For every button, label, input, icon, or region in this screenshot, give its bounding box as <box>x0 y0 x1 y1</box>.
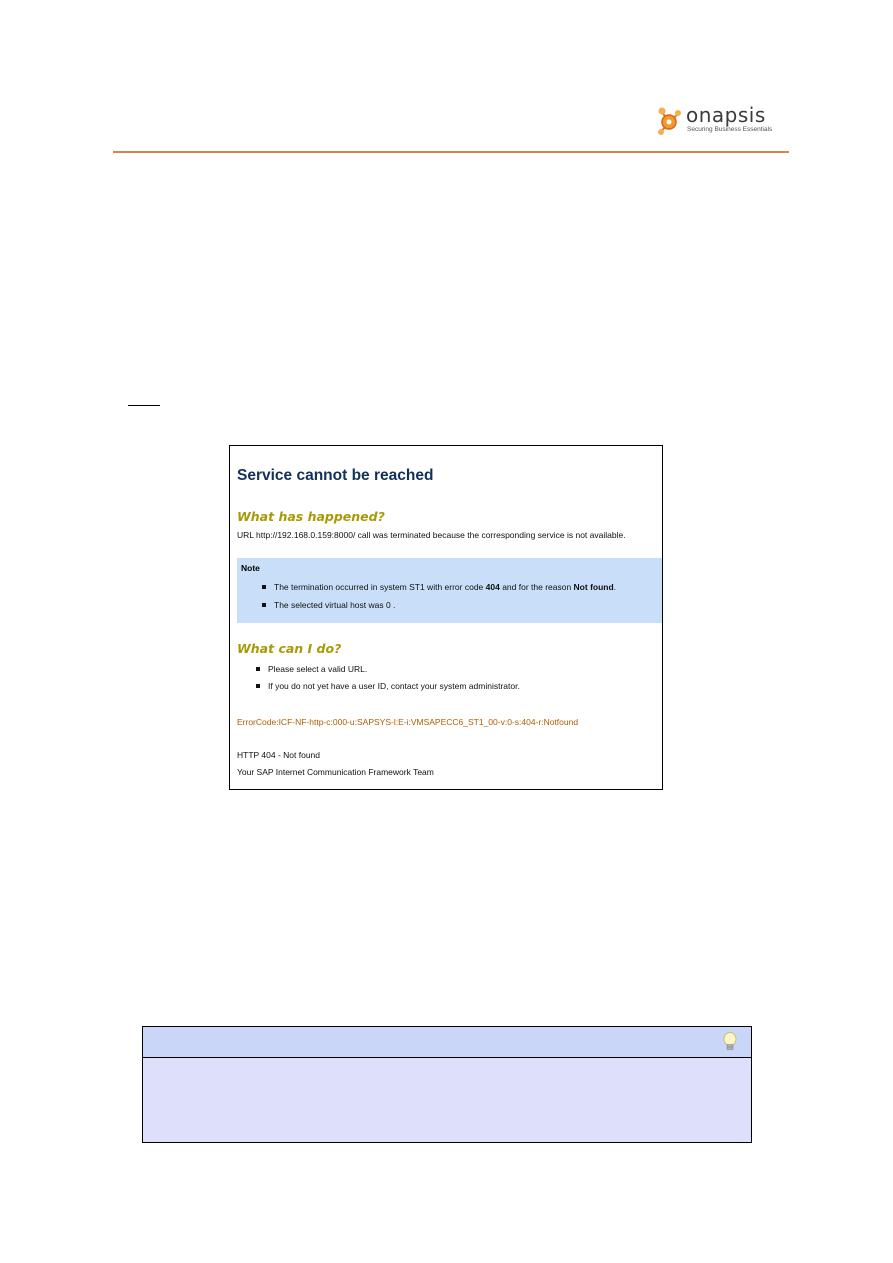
action-item-2 <box>256 681 520 691</box>
note-title: Note <box>241 563 260 573</box>
reason-value: Not found <box>573 582 614 592</box>
url-message: URL http://192.168.0.159:8000/ call was terminated because the corresponding service is not available. <box>237 530 626 540</box>
tip-box-header <box>143 1027 751 1058</box>
action-item-1-text: Please select a valid URL. <box>268 664 368 674</box>
note-bullet-1-text: The termination occurred in system ST1 with error code <box>274 582 486 592</box>
note-box <box>237 558 662 623</box>
onapsis-logo-mark <box>656 104 684 138</box>
note-bullet-1 <box>262 582 616 592</box>
action-item-1 <box>256 664 367 674</box>
logo-tagline: Securing Business Essentials <box>687 126 773 133</box>
error-code-line: ErrorCode:ICF-NF-http-c:000-u:SAPSYS-l:E-i:VMSAPECC6_ST1_00-v:0-s:404-r:Notfound <box>237 717 579 727</box>
team-signature: Your SAP Internet Communication Framework Team <box>237 767 434 777</box>
bullet-square-icon <box>262 603 266 607</box>
action-item-2-text: If you do not yet have a user ID, contact your system administrator. <box>268 681 520 691</box>
error-page-screenshot <box>229 445 663 790</box>
tip-box <box>142 1026 752 1143</box>
bullet-square-icon <box>256 667 260 671</box>
onapsis-logo <box>656 104 796 144</box>
note-bullet-2-text: The selected virtual host was 0 . <box>274 600 396 610</box>
header-divider <box>113 151 789 153</box>
http-status: HTTP 404 - Not found <box>237 750 320 760</box>
note-bullet-1-mid: and for the reason <box>499 582 574 592</box>
heading-what-can-i-do: What can I do? <box>237 641 342 656</box>
redacted-underline <box>128 405 160 406</box>
note-bullet-1-end: . <box>613 582 617 592</box>
note-bullet-2 <box>262 600 395 610</box>
logo-wordmark: onapsis <box>686 103 766 127</box>
lightbulb-icon <box>723 1032 737 1052</box>
page-title: Service cannot be reached <box>237 467 434 484</box>
bullet-square-icon <box>256 684 260 688</box>
error-code-value: 404 <box>485 582 500 592</box>
bullet-square-icon <box>262 585 266 589</box>
heading-what-happened: What has happened? <box>237 509 385 524</box>
